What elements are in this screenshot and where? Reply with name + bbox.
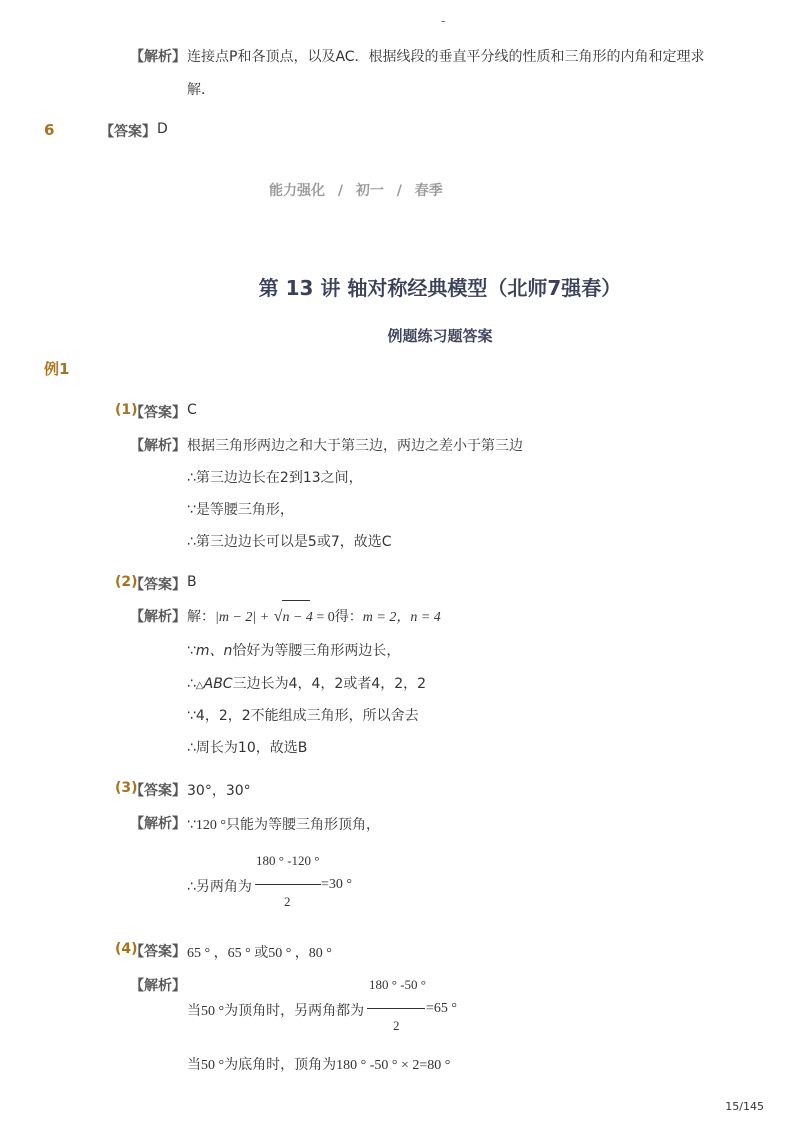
sqrt-symbol: √: [273, 608, 283, 625]
fraction-denominator: 2: [393, 1018, 400, 1033]
angle-value: 50 °: [201, 1058, 225, 1073]
analysis-text-rest: 三边长为4，4，2或者4，2，2: [232, 676, 427, 692]
analysis-text: ∴周长为10，故选B: [187, 740, 308, 756]
equation-abs-term: |m − 2| +: [215, 610, 270, 625]
calculation: 180 ° -50 ° × 2=80 °: [336, 1058, 451, 1073]
question-number: (4): [115, 941, 138, 957]
angle-value: 120 °: [195, 818, 227, 833]
answer-tag: 【答案】: [130, 783, 186, 799]
answer-value: 65 ° ，65 ° 或50 ° ，80 °: [187, 946, 332, 961]
equation-prefix: 解：: [187, 609, 215, 625]
answer-tag: 【答案】: [130, 405, 186, 421]
breadcrumb-item: 初一: [355, 183, 384, 199]
because-symbol: ∵: [187, 643, 196, 659]
analysis-text: 连接点P和各顶点，以及AC．根据线段的垂直平分线的性质和三角形的内角和定理求: [187, 49, 705, 65]
fraction-bar: [367, 1008, 425, 1009]
analysis-text-prefix: 当: [187, 1057, 201, 1073]
analysis-text: [187, 1000, 364, 1020]
question-number: (1): [115, 402, 138, 418]
analysis-text: ∵是等腰三角形，: [187, 502, 294, 518]
analysis-text-rest: 只能为等腰三角形顶角，: [226, 817, 381, 833]
analysis-text: ∴另两角为: [187, 879, 252, 895]
series-breadcrumb: [269, 180, 443, 200]
fraction-result: =30 °: [321, 877, 352, 892]
variables: m、n: [195, 643, 233, 659]
equation-equals: = 0: [312, 610, 335, 625]
breadcrumb-item: 春季: [414, 183, 443, 199]
analysis-text-prefix: 当: [187, 1003, 201, 1019]
analysis-text: [187, 673, 426, 693]
analysis-tag: 【解析】: [130, 438, 186, 454]
question-number: (3): [115, 780, 138, 796]
analysis-text: 解．: [187, 82, 215, 98]
sqrt-radicand: n − 4: [282, 610, 313, 625]
analysis-text: 根据三角形两边之和大于第三边，两边之差小于第三边: [187, 438, 523, 454]
section-title: 例题练习题答案: [387, 327, 493, 345]
breadcrumb-separator: /: [396, 183, 402, 199]
fraction-numerator: 180 ° -50 °: [369, 977, 426, 992]
fraction-numerator: 180 ° -120 °: [256, 853, 320, 868]
header-mark: -: [441, 14, 446, 28]
lecture-title: 第 13 讲 轴对称经典模型（北师7强春）: [258, 276, 622, 300]
triangle-symbol: △: [195, 680, 204, 691]
analysis-tag: 【解析】: [130, 978, 186, 994]
page-number: 15/145: [725, 1100, 764, 1113]
therefore-symbol: ∴: [187, 676, 196, 692]
analysis-tag: 【解析】: [130, 49, 186, 65]
because-symbol: ∵: [187, 817, 196, 833]
triangle-name: ABC: [203, 676, 233, 692]
analysis-text-rest: 为底角时，顶角为: [224, 1057, 337, 1073]
analysis-text: ∴第三边边长在2到13之间，: [187, 470, 363, 486]
analysis-text-rest: 恰好为等腰三角形两边长，: [232, 643, 401, 659]
fraction-denominator: 2: [284, 894, 291, 909]
answer-value: C: [187, 402, 197, 418]
analysis-tag: 【解析】: [130, 609, 186, 625]
breadcrumb-separator: /: [337, 183, 343, 199]
sqrt-overbar: [282, 600, 310, 601]
answer-tag: 【答案】: [130, 944, 186, 960]
fraction-result: =65 °: [426, 1001, 457, 1016]
analysis-text: [187, 640, 400, 660]
analysis-text-rest: 为顶角时，另两角都为: [224, 1003, 365, 1019]
analysis-text: ∵4，2，2不能组成三角形，所以舍去: [187, 708, 419, 724]
answer-value: B: [187, 574, 197, 590]
question-number: (2): [115, 574, 138, 590]
example-label: 例1: [44, 360, 70, 378]
equation-result: m = 2，n = 4: [362, 610, 441, 625]
answer-tag: 【答案】: [130, 577, 186, 593]
analysis-tag: 【解析】: [130, 816, 186, 832]
fraction-bar: [255, 884, 321, 885]
equation-de: 得：: [334, 609, 363, 625]
answer-value: 30°，30°: [187, 783, 251, 799]
angle-value: 50 °: [201, 1004, 225, 1019]
analysis-text: ∴第三边边长可以是5或7，故选C: [187, 534, 392, 550]
analysis-text: [187, 1054, 450, 1074]
breadcrumb-item: 能力强化: [269, 183, 325, 199]
answer-tag: 【答案】: [100, 124, 156, 140]
answer-value: D: [157, 121, 168, 137]
question-number: 6: [44, 121, 55, 139]
equation-line: [187, 606, 441, 626]
analysis-text: [187, 814, 380, 834]
